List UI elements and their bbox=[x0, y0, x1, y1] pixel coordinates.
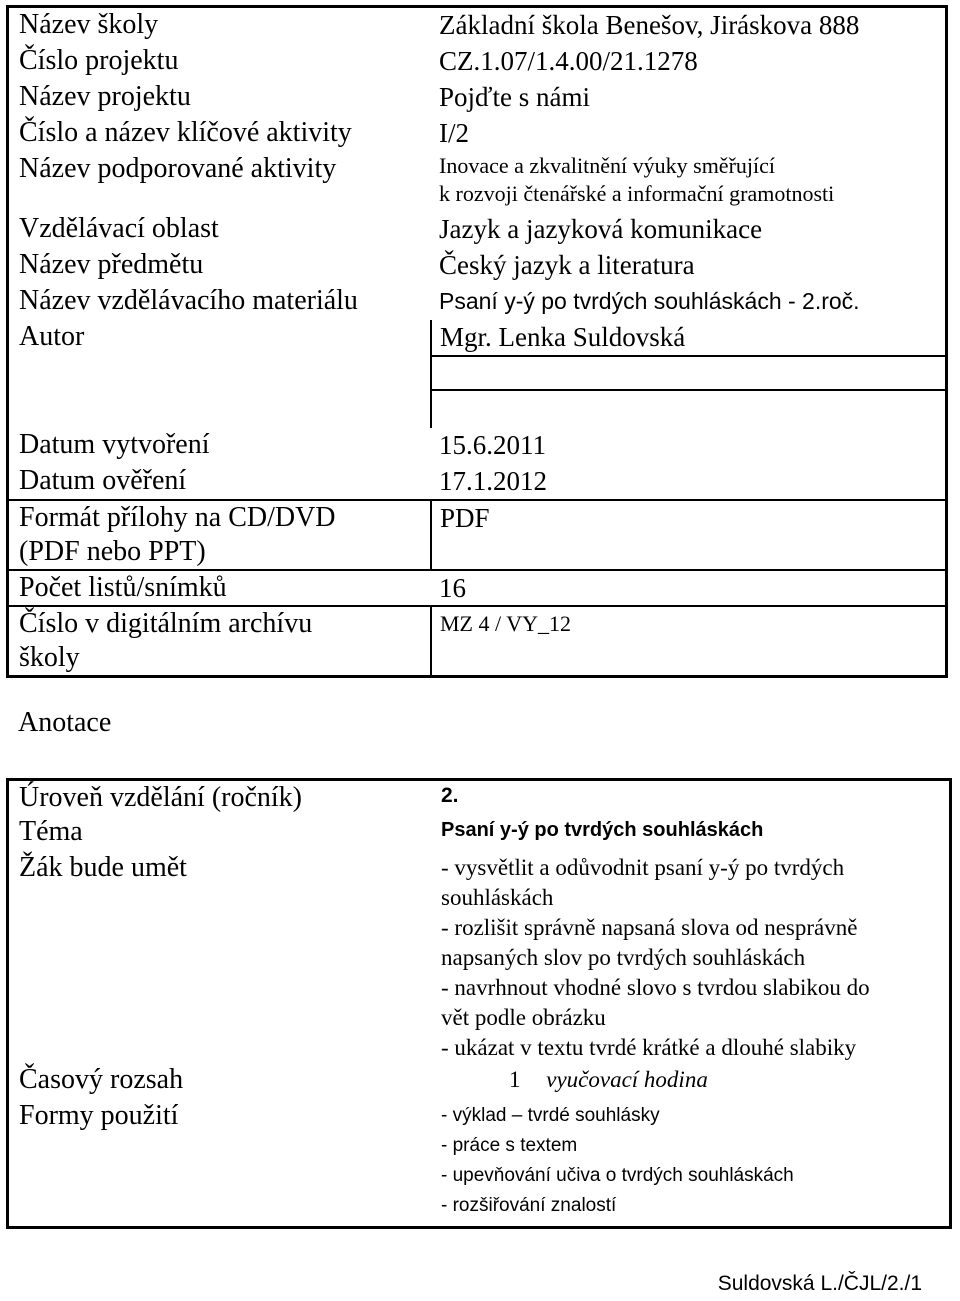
row-nazev-projektu bbox=[8, 80, 947, 116]
page-footer: Suldovská L./ČJL/2./1 bbox=[717, 1272, 922, 1295]
row-autor bbox=[8, 320, 947, 356]
value-podporovana-aktivita-line2: k rozvoji čtenářské a informační gramotnosti bbox=[439, 180, 835, 206]
label-cislo-projektu: Číslo projektu bbox=[19, 44, 179, 76]
label-vzdelavaci-oblast: Vzdělávací oblast bbox=[19, 212, 219, 244]
formy-item: - rozšiřování znalostí bbox=[441, 1195, 617, 1216]
row-material bbox=[8, 284, 947, 320]
value-podporovana-aktivita bbox=[431, 152, 947, 212]
zak-item: - rozlišit správně napsaná slova od nesprávně bbox=[441, 915, 858, 940]
row-pocet-listu bbox=[8, 570, 947, 606]
label-pocet-listu: Počet listů/snímků bbox=[8, 570, 432, 606]
label-autor: Autor bbox=[19, 320, 85, 352]
zak-item: - vysvětlit a odůvodnit psaní y-ý po tvrdých bbox=[441, 855, 845, 880]
value-tema: Psaní y-ý po tvrdých souhláskách bbox=[441, 819, 764, 841]
value-klicova-aktivita: I/2 bbox=[439, 117, 469, 148]
label-zak: Žák bude umět bbox=[19, 852, 187, 883]
zak-item: vět podle obrázku bbox=[441, 1005, 606, 1030]
label-archiv-line2: školy bbox=[19, 641, 80, 673]
label-tema: Téma bbox=[19, 816, 83, 847]
label-format bbox=[8, 500, 432, 570]
value-formy-list bbox=[431, 1099, 951, 1227]
zak-item: napsaných slov po tvrdých souhláskách bbox=[441, 945, 806, 970]
row-nazev-skoly bbox=[8, 7, 947, 44]
label-archiv-line1: Číslo v digitálním archívu bbox=[19, 607, 313, 639]
label-uroven: Úroveň vzdělání (ročník) bbox=[19, 782, 302, 813]
formy-item: - práce s textem bbox=[441, 1135, 578, 1156]
value-nazev-projektu: Pojďte s námi bbox=[439, 81, 590, 112]
label-datum-vytvoreni: Datum vytvoření bbox=[19, 428, 210, 460]
value-podporovana-aktivita-line1: Inovace a zkvalitnění výuky směřující bbox=[439, 152, 775, 178]
value-format: PDF bbox=[431, 500, 947, 570]
casovy-unit: vyučovací hodina bbox=[546, 1067, 708, 1092]
row-formy bbox=[8, 1099, 951, 1227]
row-zak bbox=[8, 851, 951, 1063]
row-casovy bbox=[8, 1063, 951, 1099]
zak-item: - navrhnout vhodné slovo s tvrdou slabikou do bbox=[441, 975, 870, 1000]
label-archiv bbox=[8, 606, 432, 677]
row-format bbox=[8, 500, 947, 570]
row-datum-vytvoreni bbox=[8, 428, 947, 464]
row-tema bbox=[8, 815, 951, 851]
value-archiv: MZ 4 / VY_12 bbox=[431, 606, 947, 677]
value-nazev-skoly: Základní škola Benešov, Jiráskova 888 bbox=[439, 10, 860, 40]
value-autor: Mgr. Lenka Suldovská bbox=[431, 320, 947, 356]
label-formy: Formy použití bbox=[19, 1100, 179, 1131]
label-casovy: Časový rozsah bbox=[19, 1064, 184, 1095]
label-nazev-skoly: Název školy bbox=[19, 9, 159, 40]
value-datum-vytvoreni: 15.6.2011 bbox=[439, 429, 546, 460]
row-datum-overeni bbox=[8, 464, 947, 500]
value-zak-list bbox=[431, 851, 951, 1063]
value-cislo-projektu: CZ.1.07/1.4.00/21.1278 bbox=[439, 45, 698, 76]
row-uroven bbox=[8, 780, 951, 816]
value-material: Psaní y-ý po tvrdých souhláskách - 2.roč. bbox=[439, 287, 860, 314]
label-format-line2: (PDF nebo PPT) bbox=[19, 535, 206, 567]
blank-cell-2 bbox=[431, 390, 947, 428]
annotation-table bbox=[6, 778, 952, 1229]
row-klicova-aktivita bbox=[8, 116, 947, 152]
zak-item: - ukázat v textu tvrdé krátké a dlouhé slabiky bbox=[441, 1035, 857, 1060]
row-vzdelavaci-oblast bbox=[8, 212, 947, 248]
row-podporovana-aktivita bbox=[8, 152, 947, 212]
anotace-heading: Anotace bbox=[18, 707, 112, 738]
formy-item: - upevňování učiva o tvrdých souhláskách bbox=[441, 1165, 794, 1186]
formy-item: - výklad – tvrdé souhlásky bbox=[441, 1105, 660, 1126]
label-podporovana-aktivita: Název podporované aktivity bbox=[19, 152, 337, 184]
value-uroven: 2. bbox=[441, 784, 459, 807]
project-info-table bbox=[6, 5, 948, 678]
value-vzdelavaci-oblast: Jazyk a jazyková komunikace bbox=[439, 213, 763, 244]
row-archiv bbox=[8, 606, 947, 677]
label-predmet: Název předmětu bbox=[19, 248, 204, 280]
casovy-number: 1 bbox=[509, 1067, 521, 1092]
zak-item: souhláskách bbox=[441, 885, 554, 910]
blank-cell-1 bbox=[431, 356, 947, 390]
value-pocet-listu: 16 bbox=[431, 570, 947, 606]
label-datum-overeni: Datum ověření bbox=[8, 464, 432, 500]
label-material: Název vzdělávacího materiálu bbox=[19, 284, 358, 316]
value-predmet: Český jazyk a literatura bbox=[439, 249, 695, 280]
row-predmet bbox=[8, 248, 947, 284]
value-datum-overeni: 17.1.2012 bbox=[431, 464, 947, 500]
value-casovy bbox=[431, 1063, 951, 1099]
label-klicova-aktivita: Číslo a název klíčové aktivity bbox=[19, 116, 352, 148]
label-format-line1: Formát přílohy na CD/DVD bbox=[19, 501, 336, 533]
row-cislo-projektu bbox=[8, 44, 947, 80]
label-nazev-projektu: Název projektu bbox=[19, 80, 191, 112]
